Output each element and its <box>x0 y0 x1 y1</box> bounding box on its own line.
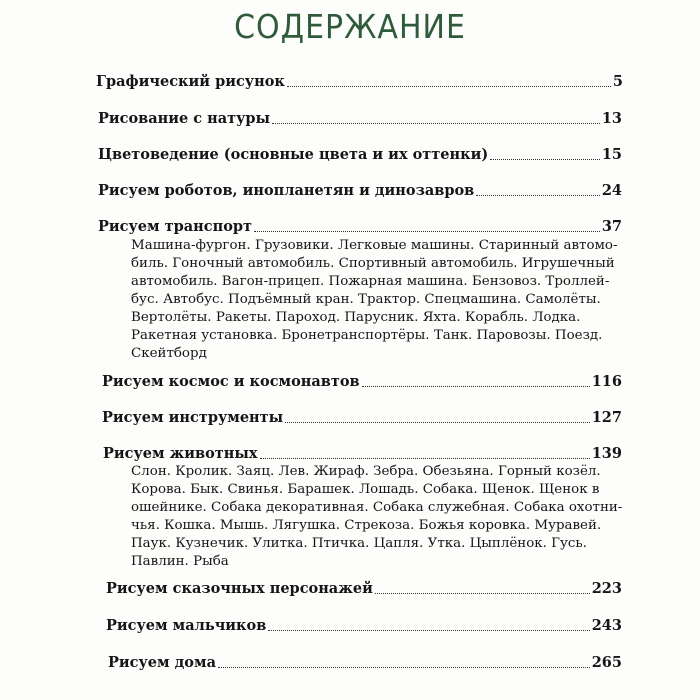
toc-entry-description <box>131 237 618 363</box>
description-line: чья. Кошка. Мышь. Лягушка. Стрекоза. Божья коровка. Муравей. <box>131 518 602 533</box>
leader-dots <box>362 386 590 387</box>
description-line: Корова. Бык. Свинья. Барашек. Лошадь. Собака. Щенок. Щенок в <box>131 482 600 497</box>
description-line: Павлин. Рыба <box>131 554 229 569</box>
leader-dots <box>218 667 590 668</box>
description-line: биль. Гоночный автомобиль. Спортивный автомобиль. Игрушечный <box>131 256 615 271</box>
toc-entry-label: Рисуем дома <box>108 654 216 671</box>
toc-entry-label: Рисуем инструменты <box>102 409 284 426</box>
toc-page-number: 116 <box>591 373 622 390</box>
description-line: Машина-фургон. Грузовики. Легковые машины. Старинный автомо- <box>131 238 618 253</box>
toc-page-number: 37 <box>601 218 622 235</box>
toc-entry[interactable] <box>96 73 623 91</box>
toc-entry-label: Цветоведение (основные цвета и их оттенки) <box>98 146 489 163</box>
toc-entry[interactable] <box>106 617 622 635</box>
toc-entry-label: Рисуем роботов, инопланетян и динозавров <box>98 182 475 199</box>
description-line: Ракетная установка. Бронетранспортёры. Танк. Паровозы. Поезд. <box>131 328 603 343</box>
toc-entry-label: Графический рисунок <box>96 73 285 90</box>
toc-entry[interactable] <box>102 373 622 391</box>
toc-page-number: 127 <box>591 409 622 426</box>
toc-page-number: 223 <box>591 580 622 597</box>
toc-entry-label: Рисуем транспорт <box>98 218 253 235</box>
toc-entry-label: Рисование с натуры <box>98 110 271 127</box>
description-line: бус. Автобус. Подъёмный кран. Трактор. Спецмашина. Самолёты. <box>131 292 601 307</box>
toc-entry[interactable] <box>102 409 622 427</box>
toc-entry[interactable] <box>98 110 622 128</box>
toc-page-number: 15 <box>601 146 622 163</box>
toc-entry[interactable] <box>98 146 622 164</box>
toc-entry-label: Рисуем сказочных персонажей <box>106 580 373 597</box>
toc-page-number: 24 <box>601 182 622 199</box>
leader-dots <box>272 123 600 124</box>
description-line: Паук. Кузнечик. Улитка. Птичка. Цапля. Утка. Цыплёнок. Гусь. <box>131 536 587 551</box>
toc-page-number: 265 <box>591 654 622 671</box>
toc-entry-label: Рисуем мальчиков <box>106 617 267 634</box>
toc-entry[interactable] <box>108 654 622 672</box>
description-line: автомобиль. Вагон-прицеп. Пожарная машина. Бензовоз. Троллей- <box>131 274 610 289</box>
toc-entry[interactable] <box>98 182 622 200</box>
toc-entry[interactable] <box>98 218 622 236</box>
leader-dots <box>287 86 611 87</box>
leader-dots <box>260 458 590 459</box>
description-line: Слон. Кролик. Заяц. Лев. Жираф. Зебра. Обезьяна. Горный козёл. <box>131 464 601 479</box>
toc-entry-description <box>131 463 622 571</box>
description-line: Скейтборд <box>131 346 207 361</box>
toc-entry-label: Рисуем животных <box>103 445 258 462</box>
toc-page-number: 139 <box>591 445 622 462</box>
description-line: ошейнике. Собака декоративная. Собака служебная. Собака охотни- <box>131 500 623 515</box>
toc-entry[interactable] <box>106 580 622 598</box>
toc-page-number: 13 <box>601 110 622 127</box>
description-line: Вертолёты. Ракеты. Пароход. Парусник. Яхта. Корабль. Лодка. <box>131 310 581 325</box>
leader-dots <box>375 593 590 594</box>
toc-entry-label: Рисуем космос и космонавтов <box>102 373 360 390</box>
toc-page-number: 5 <box>612 73 623 90</box>
leader-dots <box>254 231 600 232</box>
leader-dots <box>268 630 589 631</box>
toc-page-number: 243 <box>591 617 622 634</box>
toc-entry[interactable] <box>103 445 622 463</box>
leader-dots <box>490 159 600 160</box>
leader-dots <box>285 422 590 423</box>
leader-dots <box>476 195 600 196</box>
page-title: СОДЕРЖАНИЕ <box>234 8 466 47</box>
